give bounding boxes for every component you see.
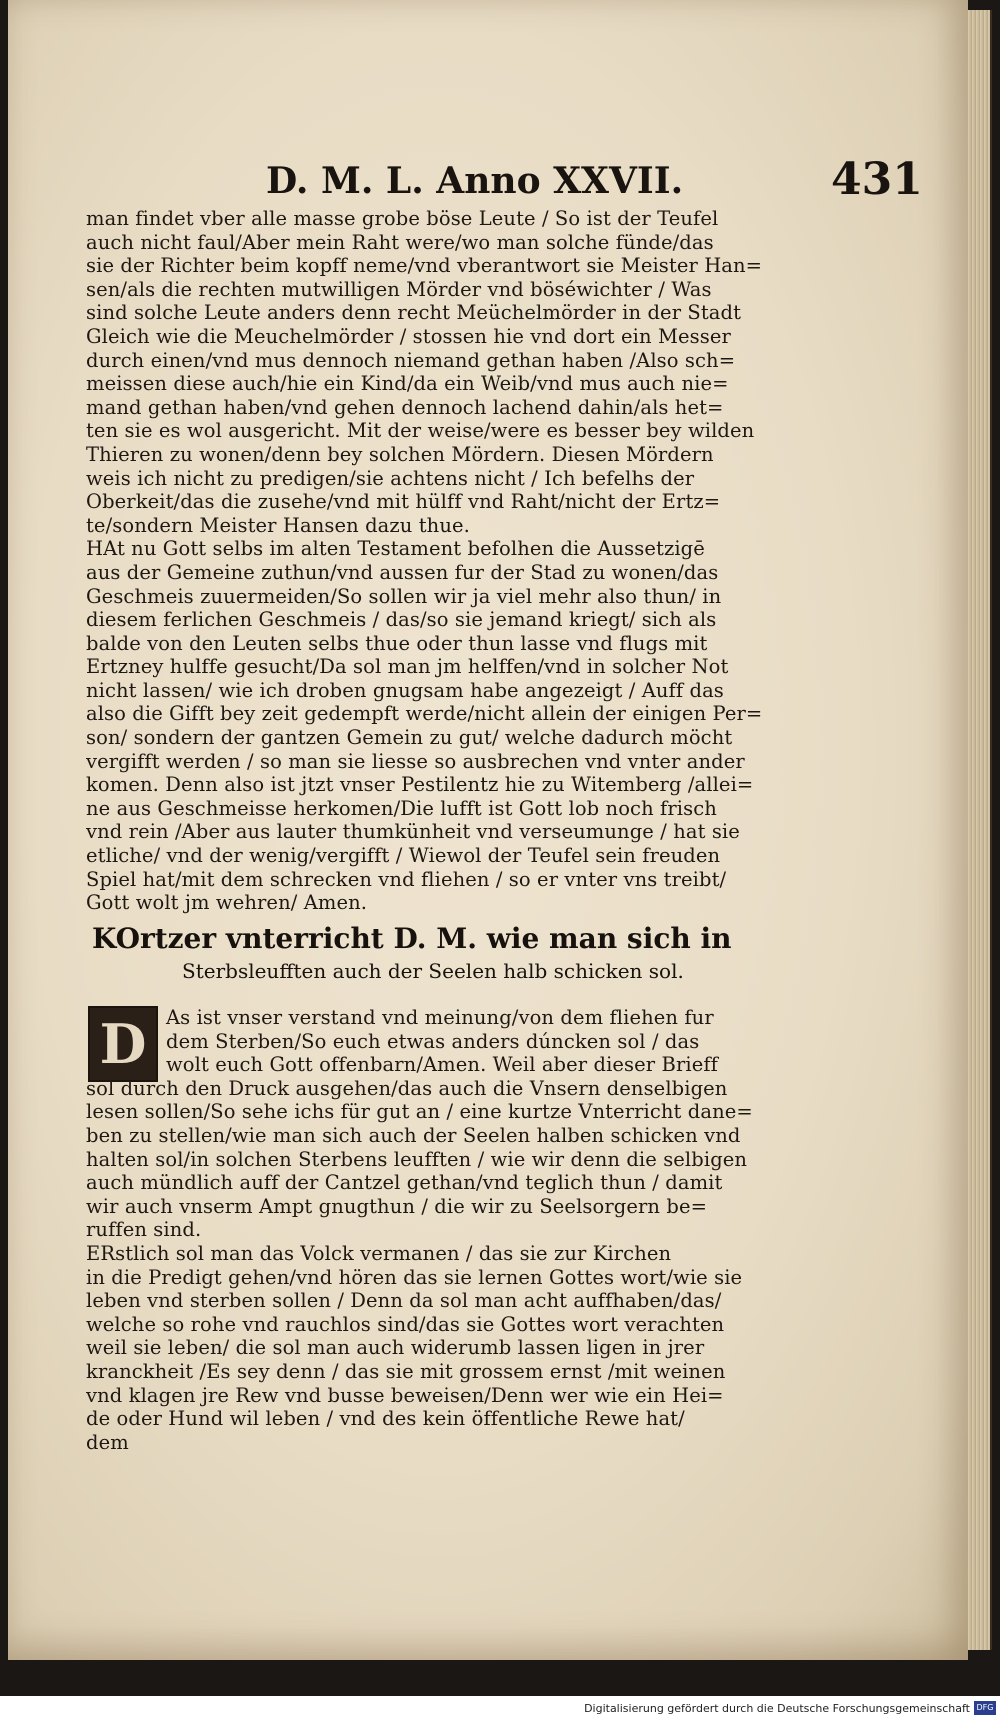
- text-line: in die Predigt gehen/vnd hören das sie lernen Gottes wort/wie sie: [86, 1265, 743, 1289]
- text-line: kranckheit /Es sey denn / das sie mit grossem ernst /mit weinen: [86, 1359, 726, 1383]
- text-line: Thieren zu wonen/denn bey solchen Mördern. Diesen Mördern: [86, 442, 714, 466]
- text-line: vnd klagen jre Rew vnd busse beweisen/Denn wer wie ein Hei=: [86, 1383, 724, 1407]
- text-line: man findet vber alle masse grobe böse Leute / So ist der Teufel: [86, 207, 719, 230]
- footer-credit: Digitalisierung gefördert durch die Deutsche Forschungsgemeinschaft: [584, 1702, 970, 1715]
- text-line: lesen sollen/So sehe ichs für gut an / eine kurtze Vnterricht dane=: [86, 1100, 753, 1124]
- dfg-logo-icon: DFG: [974, 1701, 996, 1715]
- text-line: diesem ferlichen Geschmeis / das/so sie jemand kriegt/ sich als: [86, 608, 717, 632]
- text-line: Gleich wie die Meuchelmörder / stossen hie vnd dort ein Messer: [86, 324, 731, 348]
- text-line: sind solche Leute anders denn recht Meüchelmörder in der Stadt: [86, 301, 742, 325]
- text-line: Spiel hat/mit dem schrecken vnd fliehen / so er vnter vns treibt/: [86, 867, 727, 891]
- text-line: vnd rein /Aber aus lauter thumkünheit vnd verseumunge / hat sie: [86, 820, 740, 844]
- text-line: son/ sondern der gantzen Gemein zu gut/ welche dadurch möcht: [86, 726, 733, 750]
- text-line: sol durch den Druck ausgehen/das auch die Vnsern denselbigen: [86, 1076, 728, 1100]
- text-line: aus der Gemeine zuthun/vnd aussen fur der Stad zu wonen/das: [86, 560, 719, 584]
- page-header: [86, 150, 923, 210]
- initial-letter: D: [99, 1012, 147, 1076]
- text-line: Ertzney hulffe gesucht/Da sol man jm helffen/vnd in solcher Not: [86, 655, 729, 679]
- text-line: halten sol/in solchen Sterbens leufften / wie wir denn die selbigen: [86, 1147, 748, 1171]
- heading-line-2: Sterbsleufften auch der Seelen halb schicken sol.: [182, 959, 684, 983]
- text-line: sen/als die rechten mutwilligen Mörder vnd böséwichter / Was: [86, 277, 712, 301]
- text-line: balde von den Leuten selbs thue oder thun lasse vnd flugs mit: [86, 631, 708, 655]
- text-line: ten sie es wol ausgericht. Mit der weise/were es besser bey wilden: [86, 419, 755, 443]
- text-line: weis ich nicht zu predigen/sie achtens nicht / Ich befelhs der: [86, 466, 695, 490]
- text-line: leben vnd sterben sollen / Denn da sol man acht auffhaben/das/: [86, 1289, 722, 1313]
- body-text-bottom: [86, 1006, 776, 1454]
- text-line: mand gethan haben/vnd gehen dennoch lachend dahin/als het=: [86, 395, 724, 419]
- text-line: komen. Denn also ist jtzt vnser Pestilentz hie zu Witemberg /allei=: [86, 773, 754, 797]
- body-text-top: [86, 207, 776, 915]
- text-line: etliche/ vnd der wenig/vergifft / Wiewol der Teufel sein freuden: [86, 844, 721, 868]
- running-head: D. M. L. Anno XXVII.: [266, 160, 684, 202]
- text-line: ruffen sind.: [86, 1218, 202, 1242]
- text-line: auch mündlich auff der Cantzel gethan/vnd teglich thun / damit: [86, 1171, 723, 1195]
- text-line: welche so rohe vnd rauchlos sind/das sie Gottes wort verachten: [86, 1312, 725, 1336]
- text-line: As ist vnser verstand vnd meinung/von dem fliehen fur: [166, 1006, 714, 1029]
- text-line: wolt euch Gott offenbarn/Amen. Weil aber dieser Brieff: [166, 1053, 718, 1077]
- text-line: ne aus Geschmeisse herkomen/Die lufft ist Gott lob noch frisch: [86, 796, 717, 820]
- text-line: Gott wolt jm wehren/ Amen.: [86, 891, 368, 915]
- text-line: meissen diese auch/hie ein Kind/da ein Weib/vnd mus auch nie=: [86, 372, 729, 396]
- text-line: HAt nu Gott selbs im alten Testament befolhen die Aussetzigē: [86, 537, 705, 561]
- text-line: sie der Richter beim kopff neme/vnd vberantwort sie Meister Han=: [86, 254, 763, 278]
- digitization-footer: [0, 1696, 1000, 1722]
- text-line: Oberkeit/das die zusehe/vnd mit hülff vnd Raht/nicht der Ertz=: [86, 490, 721, 514]
- section-heading: [92, 922, 812, 983]
- text-line: weil sie leben/ die sol man auch widerumb lassen ligen in jrer: [86, 1336, 705, 1360]
- page-number: 431: [831, 154, 923, 205]
- text-line: de oder Hund wil leben / vnd des kein öffentliche Rewe hat/: [86, 1407, 685, 1431]
- text-line: vergifft werden / so man sie liesse so ausbrechen vnd vnter ander: [86, 749, 745, 773]
- text-line: te/sondern Meister Hansen dazu thue.: [86, 513, 470, 537]
- text-line: auch nicht faul/Aber mein Raht were/wo man solche fünde/das: [86, 230, 714, 254]
- page-edges: [968, 10, 992, 1650]
- text-line: wir auch vnserm Ampt gnugthun / die wir zu Seelsorgern be=: [86, 1194, 708, 1218]
- heading-line-1: KOrtzer vnterricht D. M. wie man sich in: [92, 922, 732, 955]
- text-line: also die Gifft bey zeit gedempft werde/nicht allein der einigen Per=: [86, 702, 763, 726]
- text-line: nicht lassen/ wie ich droben gnugsam habe angezeigt / Auff das: [86, 678, 724, 702]
- text-line: durch einen/vnd mus dennoch niemand gethan haben /Also sch=: [86, 348, 736, 372]
- text-line: dem Sterben/So euch etwas anders dúncken sol / das: [166, 1029, 700, 1053]
- text-line: Geschmeis zuuermeiden/So sollen wir ja viel mehr also thun/ in: [86, 584, 722, 608]
- text-line: ben zu stellen/wie man sich auch der Seelen halben schicken vnd: [86, 1123, 741, 1147]
- text-line: dem: [86, 1430, 129, 1454]
- text-line: ERstlich sol man das Volck vermanen / das sie zur Kirchen: [86, 1241, 672, 1265]
